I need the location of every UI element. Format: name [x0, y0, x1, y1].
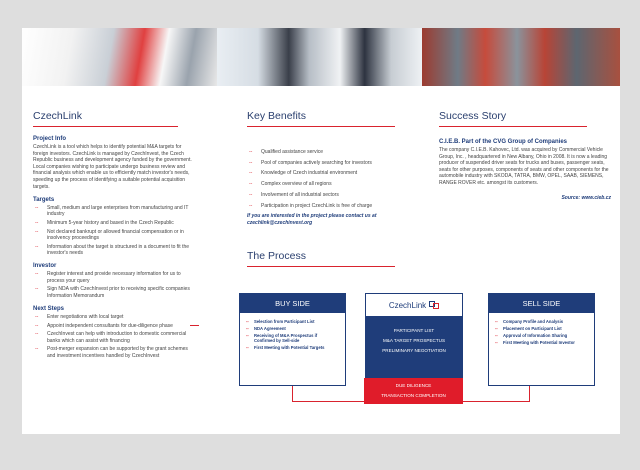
connector-right-vertical — [529, 385, 530, 402]
list-item: -- First Meeting with Potential Targets — [246, 345, 339, 350]
list-item: -- Post-merger expansion can be supported by the grant schemes and investment incentives handled by CzechInvest — [33, 346, 193, 358]
center-item: M&A TARGET PROSPECTUS — [382, 338, 446, 343]
list-item: -- Register interest and provide necessary information for us to process your query — [33, 271, 193, 283]
czechlink-box-label: CzechLink — [388, 300, 427, 310]
contact-text: If you are interested in the project please contact us at czechlink@czechinvest.org — [247, 213, 377, 226]
list-item: -- Sign NDA with CzechInvest prior to receiving specific companies Information Memorandum — [33, 286, 193, 298]
brochure-page — [22, 28, 620, 434]
list-item: -- Not declared bankrupt or allowed financial compensation or in insolvency proceedings — [33, 229, 193, 241]
list-item: -- Placement on Participant List — [495, 326, 588, 331]
process-heading-block — [247, 250, 447, 267]
heading-rule — [33, 126, 178, 127]
czechlink-heading: CzechLink — [33, 110, 83, 122]
dd-line: DUE DILIGENCE — [395, 383, 432, 388]
buy-side-list — [246, 319, 339, 351]
list-item: -- CzechInvest can help with introduction to domestic commercial banks which can assist with financing — [33, 331, 193, 343]
benefits-column — [247, 110, 417, 226]
heading-rule — [247, 266, 395, 267]
list-item: -- Enter negotiations with local target — [33, 314, 193, 320]
list-item: -- Minimum 5-year history and based in the Czech Republic — [33, 220, 193, 226]
buy-side-label: BUY SIDE — [240, 294, 345, 313]
success-text: The company C.I.E.B. Kahovec, Ltd. was acquired by Commercial Vehicle Group, Inc. , headquartered in New Albany, Ohio in 2008. It is now a leading producer of suspended driver seats for trucks and buses, passenger seats, seats for other purposes, components of seats and other components for the automobile industry with SKODA, TATRA, BMW, OPEL, SAAB, SIEMENS, RANGE ROVER etc. amongst its customers. — [439, 147, 609, 186]
success-heading: Success Story — [439, 110, 507, 122]
list-item: -- Appoint independent consultants for due-diligence phase — [33, 323, 193, 329]
connector-bottom-right — [463, 401, 529, 402]
center-item: PARTICIPANT LIST — [393, 328, 435, 333]
list-item: -- Complex overview of all regions — [247, 181, 417, 187]
connector-left-horizontal — [190, 325, 199, 326]
czechlink-box-header — [366, 294, 462, 316]
list-item: -- NDA Agreement — [246, 326, 339, 331]
next-steps-list — [33, 314, 193, 359]
sell-side-list — [495, 319, 588, 345]
list-item: -- First Meeting with Potential Investor — [495, 340, 588, 345]
list-item: -- Qualified assistance service — [247, 149, 417, 155]
train-photo — [22, 28, 217, 86]
benefits-heading: Key Benefits — [247, 110, 306, 122]
process-heading: The Process — [247, 250, 306, 262]
connector-left-vertical — [292, 385, 293, 402]
investor-title: Investor — [33, 263, 57, 270]
list-item: -- Knowledge of Czech industrial environment — [247, 170, 417, 176]
factory-photo — [422, 28, 620, 86]
project-info-text: CzechLink is a tool which helps to identify potential M&A targets for foreign investors. CzechLink is managed by CzechInvest, the Czech Republic business and development agency funded by the government. Local companies wishing to participate undergo business review and financial analysis which enable us to efficiently match investor's needs, speeding up the process of identifying a suitable potential acquisition targets. — [33, 144, 192, 190]
czechlink-box-body — [366, 316, 462, 385]
list-item: -- Receiving of M&A Prospectus if Confirmed by Sell-side — [246, 333, 339, 344]
heading-rule — [247, 126, 395, 127]
connector-bottom-left — [292, 401, 364, 402]
project-info-title: Project Info — [33, 136, 67, 142]
photo-banner — [22, 28, 620, 86]
list-item: -- Small, medium and large enterprises from manufacturing and IT industry — [33, 205, 193, 217]
squares-logo-icon — [429, 301, 439, 309]
czechlink-process-box — [365, 293, 463, 386]
investor-list — [33, 271, 193, 298]
success-column — [439, 110, 611, 201]
sell-side-label: SELL SIDE — [489, 294, 594, 313]
dd-line: TRANSACTION COMPLETION — [381, 393, 446, 398]
benefits-list — [247, 149, 417, 209]
czechlink-column — [33, 110, 193, 361]
targets-title: Targets — [33, 197, 55, 204]
buy-side-box — [239, 293, 346, 386]
list-item: -- Information about the target is structured in a document to fit the investor's needs — [33, 244, 193, 256]
presentation-photo — [217, 28, 422, 86]
list-item: -- Participation in project CzechLink is free of charge — [247, 203, 417, 209]
targets-list — [33, 205, 193, 256]
next-steps-title: Next Steps — [33, 305, 65, 312]
source-text: Source: www.cieb.cz — [561, 194, 611, 201]
list-item: -- Selection from Participant List — [246, 319, 339, 324]
list-item: -- Involvement of all industrial sectors — [247, 192, 417, 198]
sell-side-box — [488, 293, 595, 386]
list-item: -- Company Profile and Analysis — [495, 319, 588, 324]
success-headline: C.I.E.B. Part of the CVG Group of Companies — [439, 139, 568, 145]
list-item: -- Pool of companies actively searching for investors — [247, 160, 417, 166]
due-diligence-box — [364, 378, 463, 404]
list-item: -- Approval of Information Sharing — [495, 333, 588, 338]
heading-rule — [439, 126, 587, 127]
center-item: PRELIMINARY NEGOTIATION — [382, 348, 446, 353]
